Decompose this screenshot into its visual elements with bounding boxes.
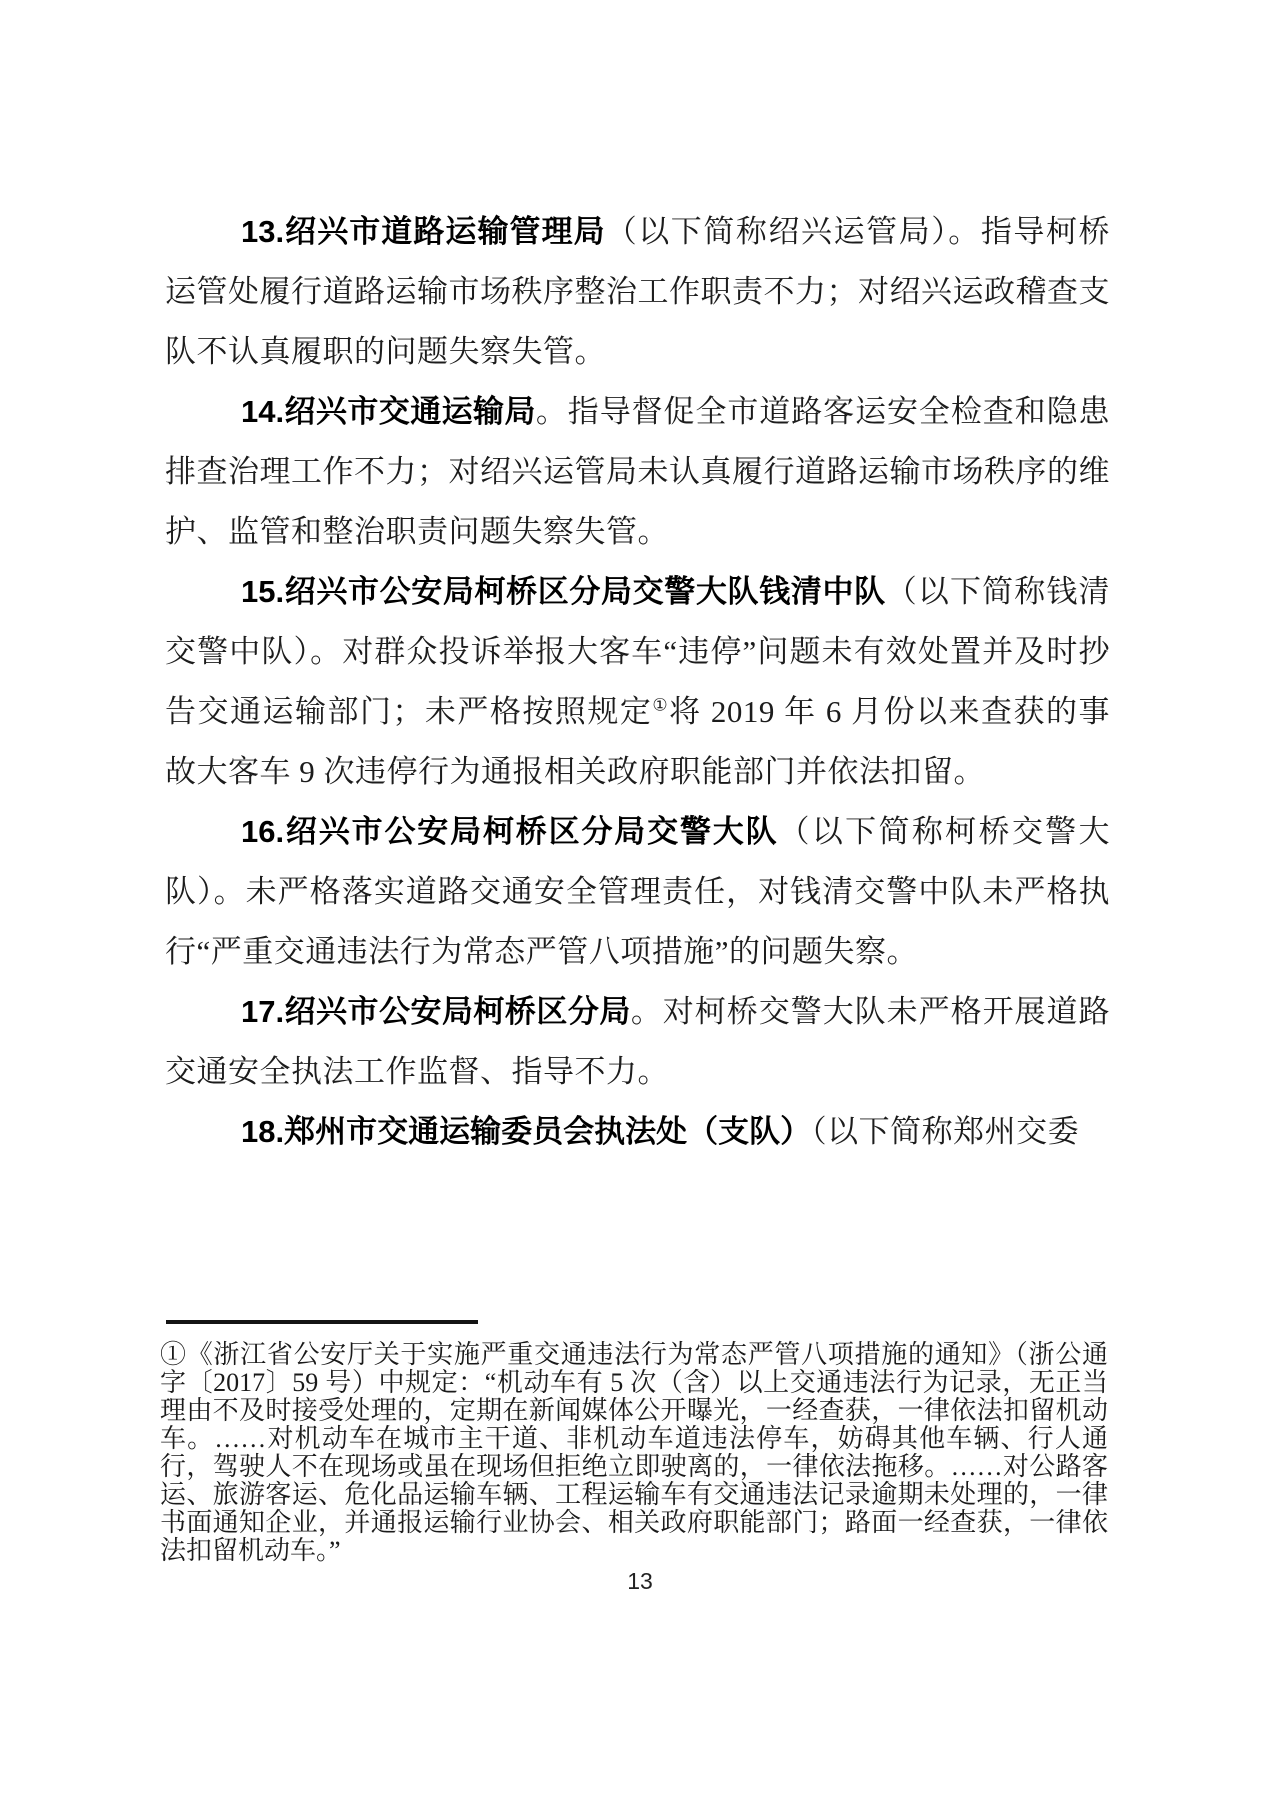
list-item-18 xyxy=(165,1102,1110,1162)
item-16-text: （以下简称柯桥交警大队）。未严格落实道路交通安全管理责任，对钱清交警中队未严格执行“严重交通违法行为常态严管八项措施”的问题失察。 xyxy=(165,814,1111,969)
item-15-heading: 15.绍兴市公安局柯桥区分局交警大队钱清中队 xyxy=(241,574,886,609)
list-item-15 xyxy=(165,562,1110,802)
item-13-heading: 13.绍兴市道路运输管理局 xyxy=(241,214,606,249)
footnote-paragraph xyxy=(160,1341,1108,1565)
footnote-marker: ① xyxy=(160,1340,187,1369)
footnote-divider-rule xyxy=(166,1320,478,1324)
footnote-block xyxy=(160,1341,1108,1565)
list-item-13 xyxy=(165,202,1110,382)
item-13-text: （以下简称绍兴运管局）。指导柯桥运管处履行道路运输市场秩序整治工作职责不力；对绍兴运政稽查支队不认真履职的问题失察失管。 xyxy=(165,214,1111,369)
list-item-17 xyxy=(165,982,1110,1102)
list-item-14 xyxy=(165,382,1110,562)
item-15-text-continued: 将 2019 年 6 月份以来查获的事故大客车 9 次违停行为通报相关政府职能部门并依法扣留。 xyxy=(165,694,1110,789)
item-16-heading: 16.绍兴市公安局柯桥区分局交警大队 xyxy=(241,814,779,849)
list-item-16 xyxy=(165,802,1110,982)
item-17-heading: 17.绍兴市公安局柯桥区分局 xyxy=(241,994,631,1029)
document-body-text xyxy=(165,202,1110,1162)
item-18-heading: 18.郑州市交通运输委员会执法处（支队） xyxy=(241,1114,812,1149)
item-18-text: （以下简称郑州交委 xyxy=(811,1114,1080,1149)
item-17-text: 。对柯桥交警大队未严格开展道路交通安全执法工作监督、指导不力。 xyxy=(165,994,1111,1089)
item-15-text: （以下简称钱清交警中队）。对群众投诉举报大客车“违停”问题未有效处置并及时抄告交通运输部门；未严格按照规定 xyxy=(165,574,1111,729)
item-14-heading: 14.绍兴市交通运输局 xyxy=(241,394,536,429)
item-14-text: 。指导督促全市道路客运安全检查和隐患排查治理工作不力；对绍兴运管局未认真履行道路运输市场秩序的维护、监管和整治职责问题失察失管。 xyxy=(165,394,1111,549)
footnote-reference-mark: ① xyxy=(652,695,670,715)
page-number: 13 xyxy=(627,1568,653,1594)
footnote-text: 《浙江省公安厅关于实施严重交通违法行为常态严管八项措施的通知》（浙公通字〔2017〕59 号）中规定：“机动车有 5 次（含）以上交通违法行为记录，无正当理由不及时接受处理的，定期在新闻媒体公开曝光，一经查获，一律依法扣留机动车。……对机动车在城市主干道、非机动车道违法停车，妨碍其他车辆、行人通行，驾驶人不在现场或虽在现场但拒绝立即驶离的，一律依法拖移。……对公路客运、旅游客运、危化品运输车辆、工程运输车有交通违法记录逾期未处理的，一律书面通知企业，并通报运输行业协会、相关政府职能部门；路面一经查获，一律依法扣留机动车。” xyxy=(160,1340,1108,1565)
